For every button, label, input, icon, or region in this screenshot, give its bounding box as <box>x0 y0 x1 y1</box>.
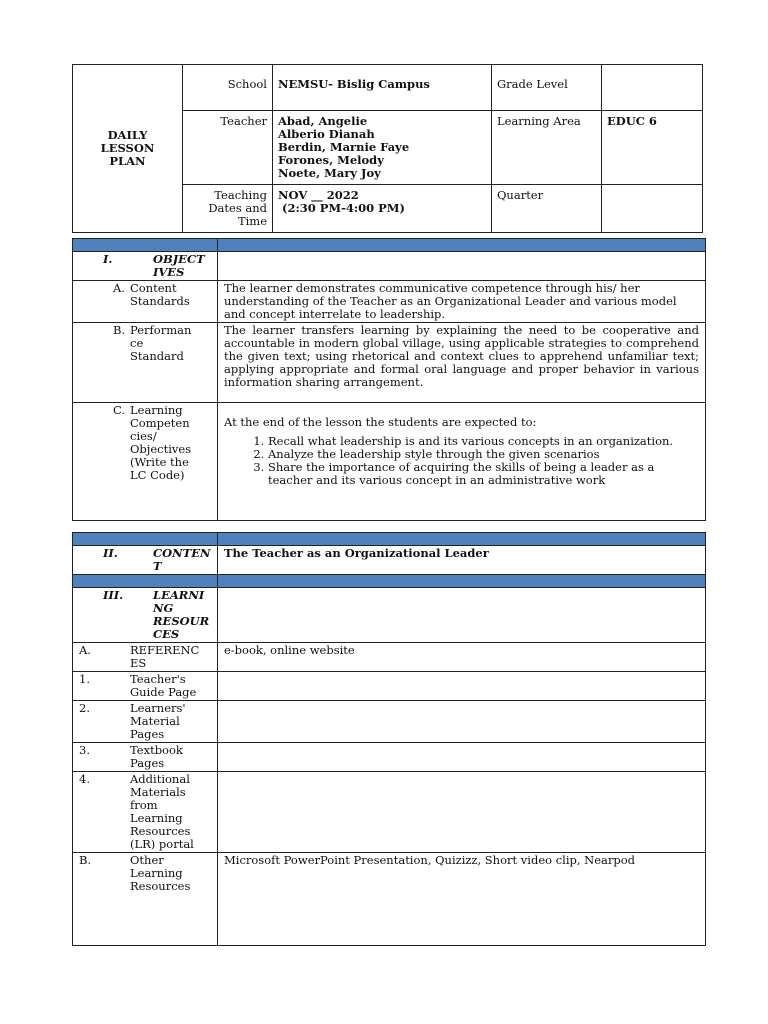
competencies-objectives <box>217 403 705 521</box>
content-standards-label: A. Content Standards <box>73 281 218 323</box>
competencies-row <box>73 403 706 521</box>
teaching-dates-label: Teaching Dates and Time <box>183 185 273 233</box>
section-divider <box>73 239 706 252</box>
learners-material-value <box>217 701 705 743</box>
references-value: e-book, online website <box>217 643 705 672</box>
learning-resources-heading: III. LEARNI NG RESOUR CES <box>73 588 218 643</box>
learning-resources-heading-row <box>73 588 706 643</box>
teacher-label: Teacher <box>183 111 273 185</box>
objective-item: 3. Share the importance of acquiring the skills of being a leader as a teacher and its various concept in an administrative work <box>268 461 699 487</box>
textbook-pages-value <box>217 743 705 772</box>
objectives-list <box>224 435 699 487</box>
textbook-pages-label: 3. Textbook Pages <box>73 743 218 772</box>
other-resources-row <box>73 853 706 946</box>
lesson-plan-main-table <box>72 238 706 946</box>
grade-level-label: Grade Level <box>492 65 602 111</box>
teacher-list: Abad, Angelie Alberio Dianah Berdin, Marnie Faye Forones, Melody Noete, Mary Joy <box>273 111 492 185</box>
objectives-heading: I. OBJECT IVES <box>73 252 218 281</box>
daily-lesson-plan-title: DAILY LESSON PLAN <box>73 65 183 233</box>
competencies-label: C. Learning Competen cies/ Objectives (Write the LC Code) <box>73 403 218 521</box>
objectives-intro: At the end of the lesson the students are expected to: <box>223 415 537 429</box>
performance-standard-text: The learner transfers learning by explaining the need to be cooperative and accountable in modern global village, using applicable strategies to comprehend the given text; using rhetorical and context clues to apprehend unfamiliar text; applying appropriate and formal oral language and proper behavior in various information sharing arrangement. <box>217 323 705 403</box>
lesson-plan-header-table <box>72 64 703 233</box>
objective-item: 1. Recall what leadership is and its various concepts in an organization. <box>268 435 699 448</box>
content-row <box>73 546 706 575</box>
performance-standard-row <box>73 323 706 403</box>
references-row <box>73 643 706 672</box>
content-standards-row <box>73 281 706 323</box>
grade-level-value <box>602 65 703 111</box>
quarter-value <box>602 185 703 233</box>
learning-area-value: EDUC 6 <box>602 111 703 185</box>
performance-standard-label: B. Performan ce Standard <box>73 323 218 403</box>
content-heading: II. CONTEN T <box>73 546 218 575</box>
additional-materials-label: 4. Additional Materials from Learning Resources (LR) portal <box>73 772 218 853</box>
resource-row <box>73 772 706 853</box>
resource-row <box>73 672 706 701</box>
objectives-heading-row <box>73 252 706 281</box>
teachers-guide-label: 1. Teacher's Guide Page <box>73 672 218 701</box>
references-label: A. REFERENC ES <box>73 643 218 672</box>
teachers-guide-value <box>217 672 705 701</box>
school-value: NEMSU- Bislig Campus <box>273 65 492 111</box>
content-standards-text: The learner demonstrates communicative competence through his/ her understanding of the Teacher as an Organizational Leader and various model and concept interrelate to leadership. <box>217 281 705 323</box>
resource-row <box>73 743 706 772</box>
objective-item: 2. Analyze the leadership style through the given scenarios <box>268 448 699 461</box>
other-resources-value: Microsoft PowerPoint Presentation, Quizizz, Short video clip, Nearpod <box>217 853 705 946</box>
section-divider <box>73 575 706 588</box>
section-divider <box>73 533 706 546</box>
additional-materials-value <box>217 772 705 853</box>
learning-area-label: Learning Area <box>492 111 602 185</box>
learners-material-label: 2. Learners' Material Pages <box>73 701 218 743</box>
quarter-label: Quarter <box>492 185 602 233</box>
school-label: School <box>183 65 273 111</box>
other-resources-label: B. Other Learning Resources <box>73 853 218 946</box>
content-topic: The Teacher as an Organizational Leader <box>217 546 705 575</box>
resource-row <box>73 701 706 743</box>
teaching-dates-value: NOV __ 2022 (2:30 PM-4:00 PM) <box>273 185 492 233</box>
